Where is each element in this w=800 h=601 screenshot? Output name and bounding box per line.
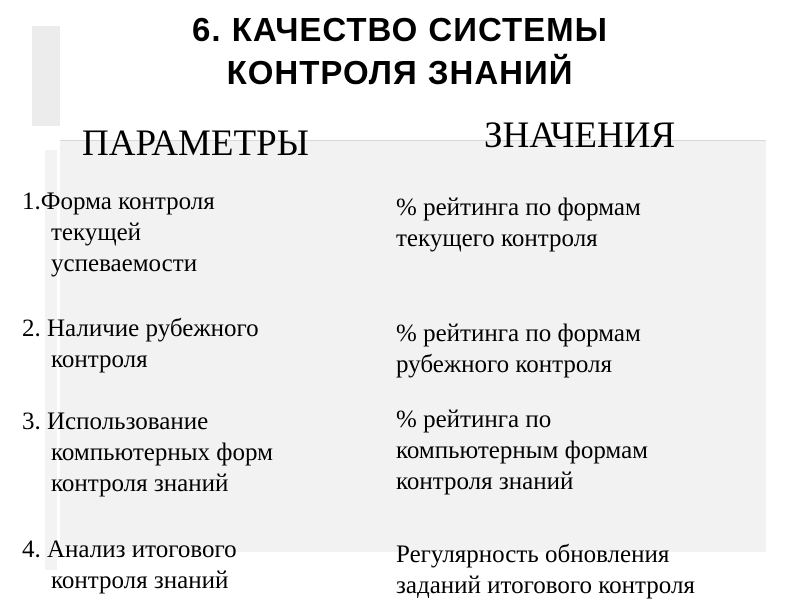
parameter-line: успеваемости — [51, 250, 198, 277]
value-line: рубежного контроля — [396, 351, 612, 378]
value-item-4 — [396, 539, 695, 601]
parameter-item-1 — [22, 186, 215, 279]
value-line: Регулярность обновления — [396, 541, 670, 568]
slide-title-line-2: КОНТРОЛЯ ЗНАНИЙ — [226, 54, 574, 91]
value-item-2 — [396, 318, 641, 380]
parameter-line: 1.Форма контроля — [22, 188, 215, 215]
column-header-parameters: ПАРАМЕТРЫ — [82, 123, 309, 164]
column-header-values: ЗНАЧЕНИЯ — [484, 115, 676, 156]
value-line: текущего контроля — [396, 225, 598, 252]
value-line: заданий итогового контроля — [396, 572, 695, 599]
value-line: % рейтинга по формам — [396, 194, 641, 221]
value-line: % рейтинга по формам — [396, 320, 641, 347]
value-item-1 — [396, 192, 641, 254]
slide-title-line-1: 6. КАЧЕСТВО СИСТЕМЫ — [192, 11, 608, 48]
parameter-item-3 — [22, 406, 273, 499]
parameter-line: 3. Использование — [22, 408, 209, 435]
parameter-line: компьютерных форм — [51, 439, 273, 466]
parameter-item-2 — [22, 313, 259, 375]
value-line: компьютерным формам — [396, 437, 649, 464]
parameter-line: контроля — [51, 346, 148, 373]
parameter-line: 4. Анализ итогового — [22, 536, 237, 563]
value-line: % рейтинга по — [396, 406, 552, 433]
parameter-line: контроля знаний — [51, 470, 229, 497]
parameter-item-4 — [22, 534, 237, 596]
decorative-bar — [32, 26, 60, 126]
parameter-line: текущей — [51, 219, 142, 246]
slide-title — [100, 8, 700, 94]
parameter-line: контроля знаний — [51, 567, 229, 594]
parameter-line: 2. Наличие рубежного — [22, 315, 259, 342]
value-item-3 — [396, 404, 648, 497]
value-line: контроля знаний — [396, 468, 574, 495]
